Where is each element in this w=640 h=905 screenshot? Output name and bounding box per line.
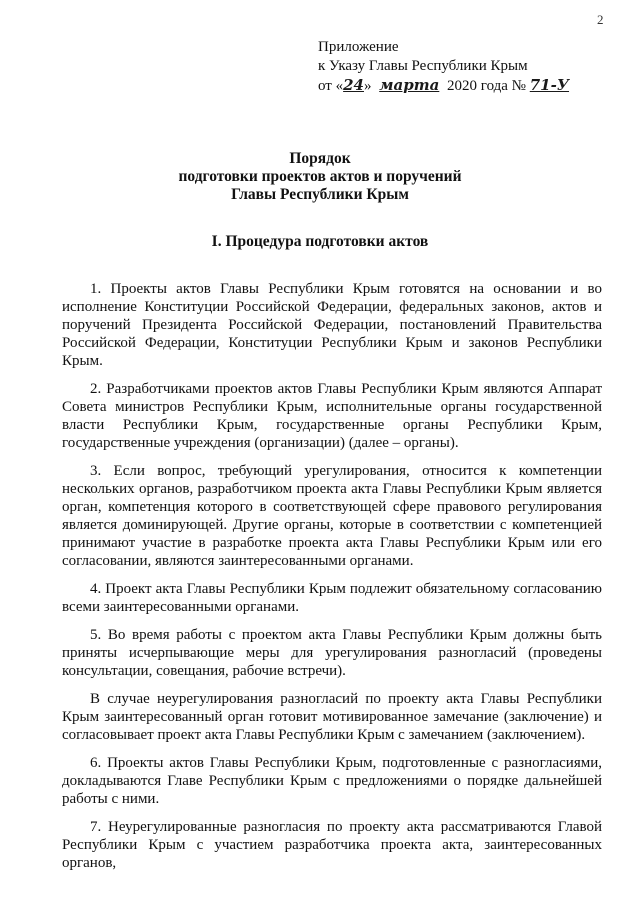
appendix-date-line (318, 76, 569, 96)
document-title (60, 150, 580, 204)
appendix-label: Приложение (318, 39, 399, 55)
paragraph-3: 3. Если вопрос, требующий урегулирования, относится к компетенции нескольких органов, разработчиком проекта акта Главы Республики Крым является орган, компетенция которого в соответствующей сфере правового регулирования является доминирующей. Другие органы, которые в соответствии с компетенцией принимают участие в разработке проекта акта Главы Республики Крым или его согласовании, являются заинтересованными органами. (62, 463, 602, 569)
handwritten-day: 24 (343, 76, 364, 94)
paragraph-2: 2. Разработчиками проектов актов Главы Республики Крым являются Аппарат Совета министров Республики Крым, исполнительные органы государственной власти Республики Крым, государственные органы Республики Крым, государственные учреждения (организации) (далее – органы). (62, 381, 602, 451)
paragraph-7: 7. Неурегулированные разногласия по проекту акта рассматриваются Главой Республики Крым с участием разработчика проекта акта, заинтересованных органов, (62, 819, 602, 871)
date-prefix: от « (318, 78, 344, 94)
paragraph-1: 1. Проекты актов Главы Республики Крым готовятся на основании и во исполнение Конституции Российской Федерации, федеральных законов, актов и поручений Президента Российской Федерации, постановлений Правительства Российской Федерации, Конституции Республики Крым и законов Республики Крым. (62, 281, 602, 369)
document-body (62, 280, 602, 882)
paragraph-5-continuation: В случае неурегулирования разногласий по проекту акта Главы Республики Крым заинтересованный орган готовит мотивированное замечание (заключение) и согласовывает проект акта Главы Республики Крым с замечанием (заключением). (62, 691, 602, 743)
handwritten-month: марта (379, 76, 440, 94)
title-line-1: Порядок (289, 150, 351, 167)
appendix-decree-ref: к Указу Главы Республики Крым (318, 58, 528, 74)
paragraph-6: 6. Проекты актов Главы Республики Крым, подготовленные с разногласиями, докладываются Главе Республики Крым с предложениями о порядке дальнейшей работы с ними. (62, 755, 602, 807)
paragraph-5: 5. Во время работы с проектом акта Главы Республики Крым должны быть приняты исчерпывающие меры для урегулирования разногласий (проведены консультации, совещания, рабочие встречи). (62, 627, 602, 679)
title-line-2: подготовки проектов актов и поручений (178, 168, 462, 185)
page-number: 2 (597, 12, 604, 27)
section-heading: I. Процедура подготовки актов (211, 233, 429, 250)
title-line-3: Главы Республики Крым (231, 186, 409, 203)
appendix-block (318, 38, 569, 96)
paragraph-4: 4. Проект акта Главы Республики Крым подлежит обязательному согласованию всеми заинтересованными органами. (62, 581, 602, 615)
date-close-quote: » (363, 78, 372, 94)
handwritten-number: 71-У (529, 76, 570, 94)
date-year: 2020 года № (447, 78, 526, 94)
